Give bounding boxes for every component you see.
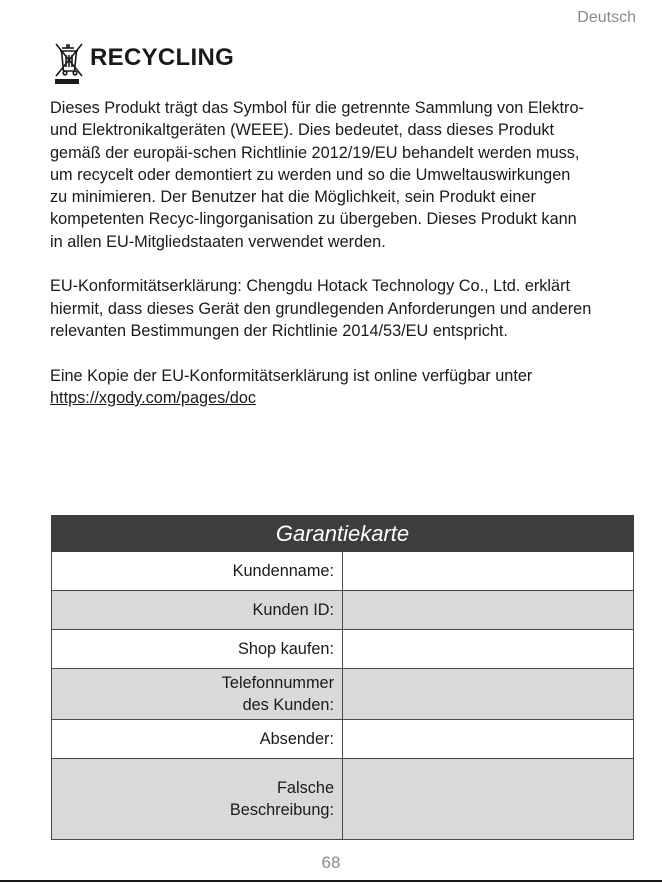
field-label: Kunden ID:	[52, 591, 343, 630]
paragraph-line: Dieses Produkt trägt das Symbol für die getrennte Sammlung von Elektro-	[50, 99, 584, 117]
crossed-out-wheelie-bin-icon	[52, 40, 86, 84]
language-label: Deutsch	[577, 9, 636, 26]
table-row	[52, 630, 634, 669]
paragraph-line: gemäß der europäi-schen Richtlinie 2012/19/EU behandelt werden muss,	[50, 143, 580, 162]
phone-field[interactable]	[343, 669, 634, 720]
table-row	[52, 720, 634, 759]
table-row	[52, 552, 634, 591]
field-label	[52, 669, 343, 720]
section-title: RECYCLING	[90, 44, 235, 71]
warranty-card	[51, 515, 634, 840]
table-row	[52, 759, 634, 840]
table-row	[52, 669, 634, 720]
customer-name-field[interactable]	[343, 552, 634, 591]
recycling-text	[50, 97, 650, 409]
label-line: Telefonnummer	[221, 674, 334, 692]
warranty-card-title: Garantiekarte	[52, 516, 634, 552]
sender-field[interactable]	[343, 720, 634, 759]
paragraph-line: kompetenten Recyc-lingorganisation zu übergeben. Dieses Produkt kann	[50, 210, 577, 229]
declaration-link[interactable]: https://xgody.com/pages/doc	[50, 388, 257, 407]
customer-id-field[interactable]	[343, 591, 634, 630]
paragraph-line: zu minimieren. Der Benutzer hat die Möglichkeit, sein Produkt einer	[50, 188, 536, 207]
paragraph-line: um recycelt oder demontiert zu werden und so die Umweltauswirkungen	[50, 165, 571, 184]
paragraph-line: in allen EU-Mitgliedstaaten verwendet werden.	[50, 232, 386, 251]
description-field[interactable]	[343, 759, 634, 840]
field-label: Kundenname:	[52, 552, 343, 591]
paragraph-line: EU-Konformitätserklärung: Chengdu Hotack Technology Co., Ltd. erklärt	[50, 277, 571, 296]
field-label: Shop kaufen:	[52, 630, 343, 669]
label-line: Falsche	[276, 779, 334, 797]
paragraph-line: Eine Kopie der EU-Konformitätserklärung ist online verfügbar unter	[50, 366, 533, 385]
table-row	[52, 591, 634, 630]
page-bottom-rule	[0, 880, 662, 882]
field-label: Absender:	[52, 720, 343, 759]
label-line: des Kunden:	[242, 696, 334, 714]
paragraph-line: relevanten Bestimmungen der Richtlinie 2014/53/EU entspricht.	[50, 321, 508, 340]
shop-field[interactable]	[343, 630, 634, 669]
page-number: 68	[321, 853, 341, 872]
label-line: Beschreibung:	[229, 801, 334, 819]
field-label	[52, 759, 343, 840]
section-heading	[52, 40, 234, 84]
paragraph-line: und Elektronikaltgeräten (WEEE). Dies bedeutet, dass dieses Produkt	[50, 121, 555, 140]
paragraph-line: hiermit, dass dieses Gerät den grundlegenden Anforderungen und anderen	[50, 299, 592, 318]
